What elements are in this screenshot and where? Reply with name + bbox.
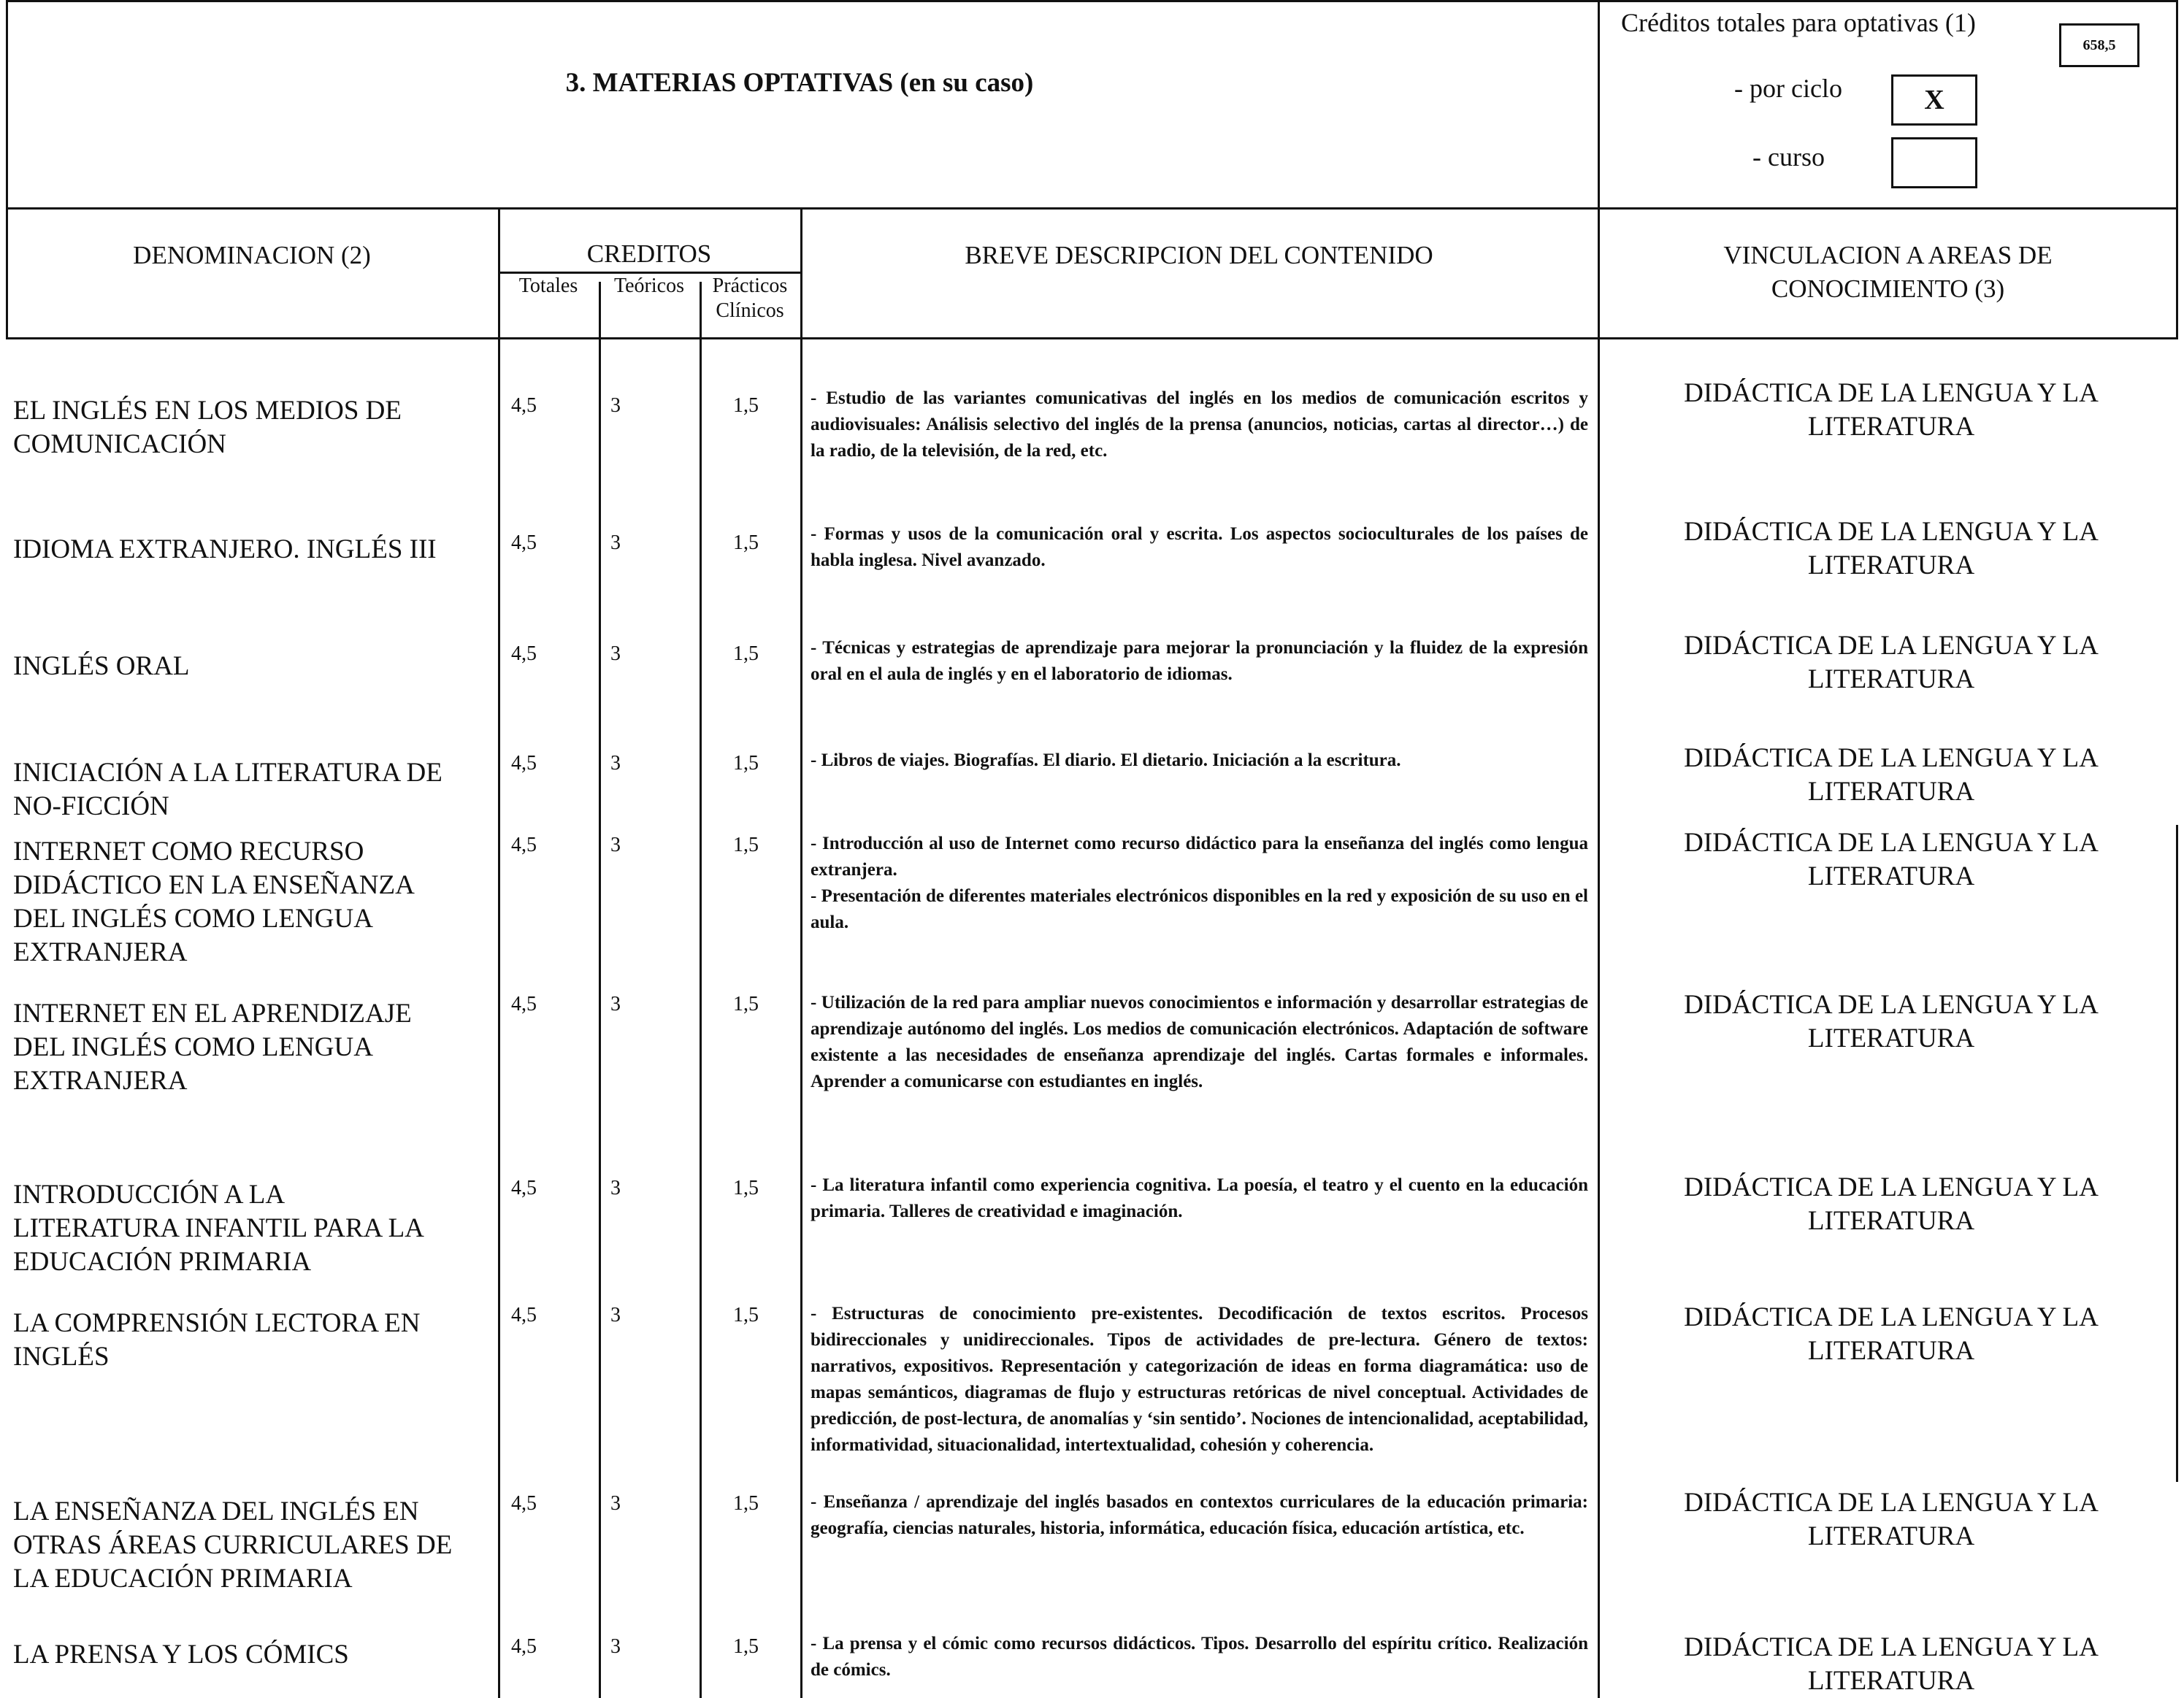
credits-practicos: 1,5 [733,993,759,1015]
course-name-line: LA PRENSA Y LOS CÓMICS [13,1640,349,1670]
section-title: 3. MATERIAS OPTATIVAS (en su caso) [565,68,1034,98]
credits-teoricos: 3 [610,1635,621,1658]
column-header-denominacion: DENOMINACION (2) [133,241,371,269]
course-name-line: DEL INGLÉS COMO LENGUA [13,904,373,934]
knowledge-area-line: LITERATURA [1807,861,1975,891]
credits-teoricos: 3 [610,1304,621,1326]
course-name [13,650,495,683]
credits-teoricos: 3 [610,1177,621,1199]
course-description-line: - Libros de viajes. Biografías. El diario. El dietario. Iniciación a la escritura. [811,750,1401,770]
course-name-line: LA ENSEÑANZA DEL INGLÉS EN [13,1497,419,1526]
knowledge-area-line: LITERATURA [1807,1206,1975,1236]
credits-teoricos: 3 [610,834,621,856]
course-description [811,831,1588,936]
curso-label: - curso [1752,142,1825,172]
credits-practicos: 1,5 [733,834,759,856]
knowledge-area [1606,1301,2176,1368]
course-name [13,835,495,969]
top-border [6,0,2178,2]
course-name-line: LA COMPRENSIÓN LECTORA EN [13,1308,421,1338]
course-name-line: INGLÉS ORAL [13,651,190,681]
credits-practicos: 1,5 [733,531,759,554]
curso-checkbox[interactable] [1891,137,1977,188]
course-description-line: - Estudio de las variantes comunicativas del inglés en los medios de comunicación escritos y audiovisuales: Análisis selectivo del inglés de la prensa (anuncios, noticias, cartas al director…) de la radio, de la televisión, de la red, etc. [811,388,1588,461]
column-header-vinculacion-2: CONOCIMIENTO (3) [1771,274,2005,303]
course-description-line: - Enseñanza / aprendizaje del inglés basados en contextos curriculares de la educación primaria: geografía, ciencias naturales, historia, informática, educación física, educación artística, etc. [811,1492,1588,1538]
credits-totales: 4,5 [511,1635,537,1658]
header-bottom-rule [6,207,2178,210]
course-name-line: INTERNET EN EL APRENDIZAJE [13,999,412,1029]
column-header-totales: Totales [518,274,578,297]
course-name-line: IDIOMA EXTRANJERO. INGLÉS III [13,534,437,564]
course-description [811,990,1588,1095]
course-description [811,1489,1588,1542]
course-description-line: - La prensa y el cómic como recursos didácticos. Tipos. Desarrollo del espíritu crítico. Realización de cómics. [811,1634,1588,1680]
course-name-line: DIDÁCTICO EN LA ENSEÑANZA [13,870,415,900]
knowledge-area [1606,629,2176,696]
column-header-creditos: CREDITOS [586,239,712,268]
credits-teoricos: 3 [610,394,621,417]
credits-totales: 4,5 [511,993,537,1015]
course-name-line: EXTRANJERA [13,1066,188,1096]
knowledge-area-line: DIDÁCTICA DE LA LENGUA Y LA [1684,990,2099,1020]
credits-practicos: 1,5 [733,1635,759,1658]
knowledge-area-line: LITERATURA [1807,1023,1975,1053]
knowledge-area [1606,988,2176,1056]
col-divider-totales [599,282,601,1698]
course-description-line: - Utilización de la red para ampliar nuevos conocimientos e información y desarrollar estrategias de aprendizaje autónomo del inglés. Los medios de comunicación electrónicos. Adaptación de software existente a las necesidades de enseñanza aprendizaje del inglés. Cartas formales e informales. Aprender a comunicarse con estudiantes en inglés. [811,993,1588,1091]
knowledge-area-line: LITERATURA [1807,664,1975,694]
knowledge-area-line: DIDÁCTICA DE LA LENGUA Y LA [1684,1172,2099,1202]
knowledge-area-line: DIDÁCTICA DE LA LENGUA Y LA [1684,828,2099,858]
credits-teoricos: 3 [610,993,621,1015]
knowledge-area-line: LITERATURA [1807,1336,1975,1366]
course-name-line: INICIACIÓN A LA LITERATURA DE [13,758,442,788]
credits-practicos: 1,5 [733,752,759,775]
column-header-descripcion: BREVE DESCRIPCION DEL CONTENIDO [965,241,1433,269]
course-description [811,635,1588,688]
course-description [811,1631,1588,1683]
course-description-line: - La literatura infantil como experiencia cognitiva. La poesía, el teatro y el cuento en la educación primaria. Talleres de creatividad e imaginación. [811,1175,1588,1221]
credits-teoricos: 3 [610,752,621,775]
knowledge-area-line: DIDÁCTICA DE LA LENGUA Y LA [1684,1632,2099,1662]
credits-teoricos: 3 [610,642,621,665]
por-ciclo-mark: X [1924,85,1944,115]
course-name-line: NO-FICCIÓN [13,791,169,821]
course-name-line: EL INGLÉS EN LOS MEDIOS DE [13,396,402,426]
knowledge-area [1606,826,2176,894]
course-description [811,1172,1588,1225]
course-name [13,1307,495,1374]
course-name [13,1638,495,1672]
column-header-bottom-rule [6,337,2178,339]
credits-practicos: 1,5 [733,642,759,665]
course-name [13,533,495,566]
knowledge-area [1606,1171,2176,1238]
course-name-line: LA EDUCACIÓN PRIMARIA [13,1564,353,1594]
credits-totales: 4,5 [511,394,537,417]
credits-totales: 4,5 [511,1304,537,1326]
knowledge-area-line: LITERATURA [1807,1521,1975,1551]
course-name-line: INTRODUCCIÓN A LA [13,1180,286,1210]
knowledge-area-line: DIDÁCTICA DE LA LENGUA Y LA [1684,517,2099,547]
credits-totales: 4,5 [511,1492,537,1515]
knowledge-area-line: DIDÁCTICA DE LA LENGUA Y LA [1684,743,2099,773]
knowledge-area-line: DIDÁCTICA DE LA LENGUA Y LA [1684,1302,2099,1332]
knowledge-area-line: DIDÁCTICA DE LA LENGUA Y LA [1684,378,2099,408]
por-ciclo-checkbox[interactable] [1891,74,1977,126]
course-description-line: - Presentación de diferentes materiales electrónicos disponibles en la red y exposición de su uso en el aula. [811,886,1588,932]
credits-totales: 4,5 [511,752,537,775]
col-divider-practicos [800,207,802,1698]
credits-practicos: 1,5 [733,1177,759,1199]
course-name [13,1178,495,1279]
knowledge-area [1606,1631,2176,1698]
knowledge-area-line: LITERATURA [1807,412,1975,442]
course-description [811,385,1588,464]
creditos-subheader-rule [498,272,802,274]
credits-teoricos: 3 [610,1492,621,1515]
course-name-line: LITERATURA INFANTIL PARA LA [13,1213,424,1243]
credits-totales: 4,5 [511,642,537,665]
course-description-line: - Técnicas y estrategias de aprendizaje para mejorar la pronunciación y la fluidez de la expresión oral en el aula de inglés y en el laboratorio de idiomas. [811,638,1588,684]
course-name-line: DEL INGLÉS COMO LENGUA [13,1032,373,1062]
credits-total-label: Créditos totales para optativas (1) [1621,8,1976,37]
knowledge-area-line: LITERATURA [1807,550,1975,580]
left-border [6,0,8,339]
col-divider-denominacion [498,207,500,1698]
credits-total-value-box[interactable] [2059,23,2139,67]
credits-totales: 4,5 [511,531,537,554]
column-header-clinicos: Clínicos [716,299,784,322]
por-ciclo-label: - por ciclo [1734,74,1842,103]
course-description [811,1301,1588,1459]
credits-total-value: 658,5 [2083,37,2116,53]
course-description-line: - Estructuras de conocimiento pre-existentes. Decodificación de textos escritos. Procesos bidireccionales y unidireccionales. Tipos de actividades de pre-lectura. Género de textos: narrativos, expositivos. Representación y categorización de ideas en forma diagramática: uso de mapas semánticos, diagramas de flujo y estructuras retóricas de nivel conceptual. Actividades de predicción, de post-lectura, de anomalías y ‘sin sentido’. Nociones de intencionalidad, aceptabilidad, informatividad, situacionalidad, intertextualidad, cohesión y coherencia. [811,1304,1588,1455]
knowledge-area-line: LITERATURA [1807,777,1975,807]
credits-practicos: 1,5 [733,1304,759,1326]
knowledge-area-line: DIDÁCTICA DE LA LENGUA Y LA [1684,631,2099,661]
course-name-line: EXTRANJERA [13,937,188,967]
column-header-vinculacion-1: VINCULACION A AREAS DE [1723,241,2053,269]
column-header-teoricos: Teóricos [613,274,684,297]
course-description [811,521,1588,574]
knowledge-area-line: DIDÁCTICA DE LA LENGUA Y LA [1684,1488,2099,1518]
course-name [13,1495,495,1596]
credits-practicos: 1,5 [733,1492,759,1515]
knowledge-area [1606,742,2176,809]
knowledge-area-line: LITERATURA [1807,1666,1975,1696]
course-name-line: INGLÉS [13,1342,110,1372]
credits-practicos: 1,5 [733,394,759,417]
course-name [13,394,495,461]
course-name-line: COMUNICACIÓN [13,429,226,459]
knowledge-area [1606,1486,2176,1553]
course-description-line: - Formas y usos de la comunicación oral y escrita. Los aspectos socioculturales de los países de habla inglesa. Nivel avanzado. [811,524,1588,570]
course-name-line: EDUCACIÓN PRIMARIA [13,1247,312,1277]
course-name-line: OTRAS ÁREAS CURRICULARES DE [13,1530,453,1560]
credits-totales: 4,5 [511,1177,537,1199]
course-name [13,756,495,823]
course-name-line: INTERNET COMO RECURSO [13,837,364,867]
course-description [811,748,1588,774]
knowledge-area [1606,377,2176,444]
course-name [13,997,495,1098]
credits-totales: 4,5 [511,834,537,856]
course-description-line: - Introducción al uso de Internet como recurso didáctico para la enseñanza del inglés como lengua extranjera. [811,834,1588,880]
column-header-practicos: Prácticos [712,274,788,297]
credits-teoricos: 3 [610,531,621,554]
col-divider-teoricos [700,282,702,1698]
right-border-rows [2176,825,2178,1482]
knowledge-area [1606,515,2176,583]
